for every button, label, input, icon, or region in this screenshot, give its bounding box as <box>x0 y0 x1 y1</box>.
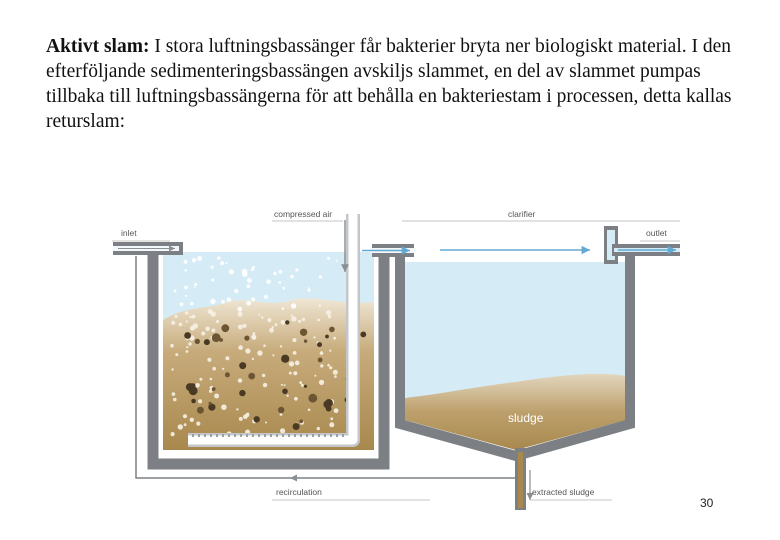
air-bubble <box>269 328 274 333</box>
diffuser-hole <box>318 434 320 437</box>
air-bubble <box>195 383 200 388</box>
air-bubble <box>286 395 288 397</box>
air-bubble <box>317 427 320 430</box>
air-bubble <box>327 257 330 260</box>
air-bubble <box>307 289 310 292</box>
diffuser-hole <box>240 434 242 437</box>
air-bubble <box>247 284 251 288</box>
air-bubble <box>334 375 337 378</box>
sludge-floc <box>197 407 204 414</box>
air-bubble <box>279 270 283 274</box>
diffuser-hole <box>312 434 314 437</box>
sludge-floc <box>239 390 245 396</box>
diffuser-hole <box>270 434 272 437</box>
inlet-pipe <box>113 242 183 255</box>
air-bubble <box>329 422 334 427</box>
air-bubble <box>291 316 296 321</box>
air-bubble <box>278 281 281 284</box>
label-extracted-sludge: extracted sludge <box>532 487 595 497</box>
air-bubble <box>175 353 178 356</box>
air-bubble <box>192 315 196 319</box>
air-bubble <box>247 278 252 283</box>
diffuser-hole <box>252 434 254 437</box>
air-bubble <box>320 351 324 355</box>
diffuser-hole <box>228 434 230 437</box>
diffuser-hole <box>216 434 218 437</box>
air-bubble <box>333 370 338 375</box>
air-bubble <box>243 415 248 420</box>
air-bubble <box>184 260 188 264</box>
diffuser-hole <box>276 434 278 437</box>
air-bubble <box>295 268 298 271</box>
air-bubble <box>282 287 285 290</box>
air-bubble <box>222 368 224 370</box>
diffuser-hole <box>336 434 338 437</box>
air-bubble <box>284 384 286 386</box>
sludge-floc <box>221 324 229 332</box>
air-bubble <box>236 408 238 410</box>
air-bubble <box>282 307 285 310</box>
air-bubble <box>174 315 177 318</box>
air-bubble <box>336 260 338 262</box>
sludge-floc <box>285 320 289 324</box>
air-bubble <box>257 350 262 355</box>
air-bubble <box>237 307 242 312</box>
air-bubble <box>211 311 216 316</box>
air-bubble <box>251 268 254 271</box>
label-compressed-air: compressed air <box>274 209 333 219</box>
air-bubble <box>314 375 316 377</box>
air-bubble <box>273 272 276 275</box>
air-bubble <box>252 336 256 340</box>
outlet-pipe <box>604 226 680 264</box>
air-bubble <box>320 364 323 367</box>
air-bubble <box>319 275 322 278</box>
diffuser-hole <box>330 434 332 437</box>
air-bubble <box>225 356 229 360</box>
air-bubble <box>238 345 243 350</box>
sludge-floc <box>278 407 284 413</box>
air-bubble <box>189 316 191 318</box>
air-bubble <box>267 318 271 322</box>
air-bubble <box>242 269 248 275</box>
air-bubble <box>291 303 296 308</box>
air-bubble <box>329 350 331 352</box>
label-inlet: inlet <box>121 228 137 238</box>
air-bubble <box>272 326 274 328</box>
air-bubble <box>234 289 238 293</box>
sludge-floc <box>248 373 255 380</box>
air-bubble <box>319 380 324 385</box>
page-number: 30 <box>700 496 714 510</box>
air-bubble <box>238 325 243 330</box>
sludge-floc <box>204 339 210 345</box>
air-bubble <box>209 390 212 393</box>
label-sludge: sludge <box>508 411 544 425</box>
air-bubble <box>245 348 250 353</box>
intro-heading: Aktivt slam: <box>46 36 150 57</box>
air-bubble <box>190 418 194 422</box>
air-bubble <box>225 262 227 264</box>
air-bubble <box>293 371 297 375</box>
air-bubble <box>183 414 187 418</box>
air-bubble <box>280 413 283 416</box>
air-bubble <box>264 295 268 299</box>
air-bubble <box>199 378 202 381</box>
label-recirculation: recirculation <box>276 487 322 497</box>
air-bubble <box>251 297 255 301</box>
air-bubble <box>186 350 189 353</box>
diffuser-hole <box>246 434 248 437</box>
diffuser-hole <box>288 434 290 437</box>
air-bubble <box>194 283 197 286</box>
air-bubble <box>280 428 285 433</box>
air-bubble <box>266 279 271 284</box>
air-bubble <box>289 361 294 366</box>
air-bubble <box>329 366 332 369</box>
air-bubble <box>194 287 196 289</box>
sludge-floc <box>304 339 307 342</box>
sludge-floc <box>300 329 307 336</box>
air-bubble <box>334 408 339 413</box>
sludge-floc <box>244 336 249 341</box>
air-bubble <box>243 324 247 328</box>
air-bubble <box>188 342 191 345</box>
air-bubble <box>281 320 286 325</box>
sludge-floc <box>191 399 196 404</box>
air-bubble <box>171 368 173 370</box>
air-bubble <box>280 345 282 347</box>
air-bubble <box>290 275 294 279</box>
label-clarifier: clarifier <box>508 209 536 219</box>
air-bubble <box>216 320 219 323</box>
air-bubble <box>238 312 243 317</box>
air-bubble <box>186 320 188 322</box>
air-bubble <box>253 332 256 335</box>
sludge-floc <box>318 358 323 363</box>
sludge-floc <box>304 385 307 388</box>
sludge-floc <box>212 387 216 391</box>
air-bubble <box>179 323 183 327</box>
air-bubble <box>210 378 213 381</box>
air-bubble <box>185 295 187 297</box>
air-bubble <box>173 398 177 402</box>
air-bubble <box>184 269 187 272</box>
sludge-floc <box>281 355 289 363</box>
air-bubble <box>302 318 305 321</box>
diffuser-hole <box>222 434 224 437</box>
diffuser-hole <box>324 434 326 437</box>
air-bubble <box>326 310 331 315</box>
air-bubble <box>258 314 260 316</box>
sludge-floc <box>212 333 221 342</box>
diffuser-hole <box>282 434 284 437</box>
sludge-floc <box>299 420 303 424</box>
diffuser-hole <box>204 434 206 437</box>
sludge-floc <box>225 372 230 377</box>
air-bubble <box>294 397 298 401</box>
air-bubble <box>263 383 267 387</box>
air-bubble <box>247 413 249 415</box>
air-bubble <box>328 315 332 319</box>
sludge-floc <box>317 342 322 347</box>
sludge-floc <box>239 362 246 369</box>
air-bubble <box>299 381 302 384</box>
air-bubble <box>265 422 267 424</box>
air-bubble <box>308 409 311 412</box>
air-bubble <box>221 300 225 304</box>
air-bubble <box>301 384 304 387</box>
sludge-floc <box>308 394 317 403</box>
air-bubble <box>275 323 278 326</box>
diffuser-hole <box>300 434 302 437</box>
air-bubble <box>196 422 200 426</box>
air-bubble <box>184 423 187 426</box>
air-bubble <box>246 301 251 306</box>
air-bubble <box>272 354 274 356</box>
clarifier-tank <box>400 252 630 510</box>
air-bubble <box>217 256 221 260</box>
air-bubble <box>208 327 210 329</box>
air-bubble <box>178 424 183 429</box>
diffuser-hole <box>342 434 344 437</box>
air-bubble <box>193 323 198 328</box>
air-bubble <box>171 321 175 325</box>
air-bubble <box>197 256 202 261</box>
air-bubble <box>212 329 216 333</box>
air-bubble <box>293 351 297 355</box>
diffuser-hole <box>210 434 212 437</box>
air-bubble <box>221 404 227 410</box>
air-bubble <box>180 302 184 306</box>
sludge-floc <box>325 335 329 339</box>
air-bubble <box>330 417 333 420</box>
diffuser-hole <box>234 434 236 437</box>
air-bubble <box>210 299 215 304</box>
sludge-floc <box>189 386 198 395</box>
air-bubble <box>298 320 301 323</box>
air-bubble <box>281 384 283 386</box>
air-bubble <box>211 266 214 269</box>
air-bubble <box>239 417 243 421</box>
sludge-floc <box>184 332 191 339</box>
diffuser-hole <box>258 434 260 437</box>
air-bubble <box>171 432 175 436</box>
air-bubble <box>172 392 176 396</box>
air-bubble <box>252 358 254 360</box>
air-bubble <box>333 337 336 340</box>
diffuser-hole <box>198 434 200 437</box>
sludge-floc <box>254 416 260 422</box>
sludge-floc <box>329 327 335 333</box>
air-bubble <box>185 311 189 315</box>
air-bubble <box>263 344 266 347</box>
air-bubble <box>184 286 188 290</box>
air-bubble <box>313 336 315 338</box>
diffuser-hole <box>192 434 194 437</box>
air-bubble <box>192 258 197 263</box>
diffuser-hole <box>264 434 266 437</box>
air-bubble <box>261 316 264 319</box>
air-bubble <box>190 302 194 306</box>
air-bubble <box>319 305 321 307</box>
air-bubble <box>207 358 211 362</box>
sludge-floc <box>293 423 300 430</box>
sludge-floc <box>323 401 331 409</box>
air-bubble <box>211 278 214 281</box>
air-bubble <box>292 338 296 342</box>
air-bubble <box>174 289 177 292</box>
air-bubble <box>227 297 232 302</box>
air-bubble <box>198 399 202 403</box>
air-bubble <box>317 319 320 322</box>
air-bubble <box>229 269 234 274</box>
label-outlet: outlet <box>646 228 667 238</box>
air-bubble <box>289 372 292 375</box>
air-bubble <box>295 361 300 366</box>
sludge-floc <box>282 389 288 395</box>
air-bubble <box>212 367 216 371</box>
air-bubble <box>291 315 293 317</box>
sludge-floc <box>360 332 366 338</box>
air-bubble <box>327 364 330 367</box>
air-bubble <box>201 332 205 336</box>
air-bubble <box>238 378 242 382</box>
sludge-floc <box>209 402 212 405</box>
sludge-floc <box>195 339 200 344</box>
air-bubble <box>262 374 265 377</box>
air-bubble <box>170 344 174 348</box>
air-bubble <box>186 346 188 348</box>
air-bubble <box>214 394 219 399</box>
diffuser-hole <box>306 434 308 437</box>
diffuser-hole <box>294 434 296 437</box>
air-bubble <box>220 261 224 265</box>
intro-body: I stora luftningsbassänger får bakterier bryta ner biologiskt material. I den efterföljande sedimenteringsbassängen avskiljs slammet, en del av slammet pumpas tillbaka till luftningsbassängerna för att behålla en bakteriestam i processen, detta kallas returslam: <box>46 36 732 132</box>
